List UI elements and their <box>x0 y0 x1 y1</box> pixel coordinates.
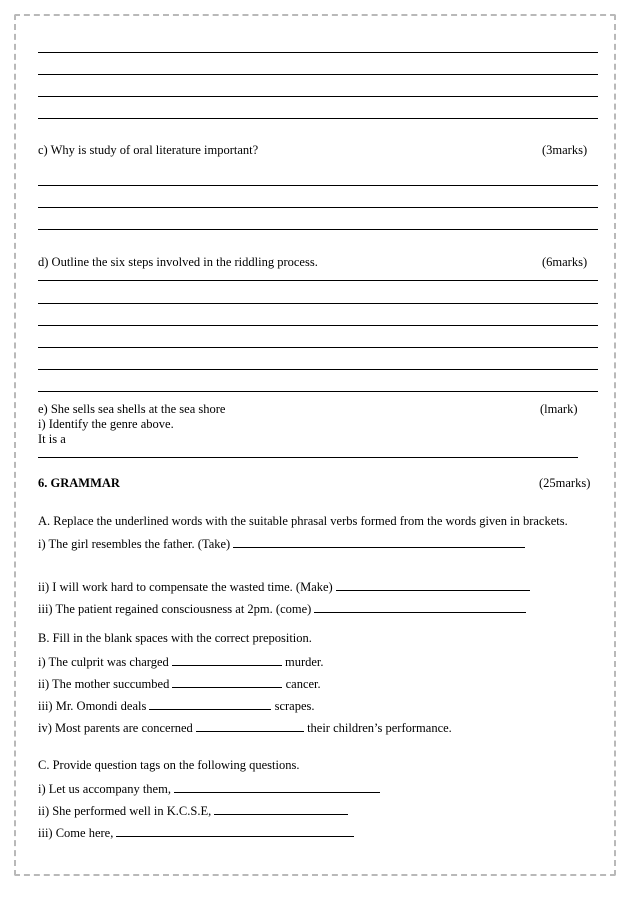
answer-line <box>38 303 598 304</box>
part-a-instruction: A. Replace the underlined words with the suitable phrasal verbs formed from the words given in brackets. <box>38 514 568 528</box>
answer-line <box>38 118 598 119</box>
answer-line <box>38 229 598 230</box>
answer-blank[interactable] <box>314 601 526 613</box>
answer-blank[interactable] <box>233 536 525 548</box>
part-b-item: i) The culprit was charged murder. <box>38 655 324 669</box>
answer-prefix: It is a <box>38 432 66 446</box>
part-c-item: ii) She performed well in K.C.S.E, <box>38 803 348 819</box>
part-a-item: iii) The patient regained consciousness at 2pm. (come) <box>38 601 526 617</box>
answer-line <box>38 96 598 97</box>
question-c: c) Why is study of oral literature important? <box>38 143 259 157</box>
part-b-item: ii) The mother succumbed cancer. <box>38 677 321 691</box>
question-e-marks: (lmark) <box>540 402 578 416</box>
part-c-item: iii) Come here, <box>38 825 354 841</box>
answer-line <box>38 391 598 392</box>
answer-blank[interactable] <box>172 654 282 666</box>
part-c-item: i) Let us accompany them, <box>38 781 380 797</box>
answer-blank[interactable] <box>116 825 354 837</box>
answer-blank[interactable] <box>172 676 282 688</box>
answer-line <box>38 280 598 281</box>
grammar-title: 6. GRAMMAR <box>38 476 120 490</box>
question-c-marks: (3marks) <box>542 143 588 157</box>
grammar-marks: (25marks) <box>539 476 591 490</box>
question-d-marks: (6marks) <box>542 255 588 269</box>
part-a-item: ii) I will work hard to compensate the wasted time. (Make) <box>38 579 530 595</box>
answer-line <box>38 457 578 458</box>
answer-blank[interactable] <box>174 781 380 793</box>
part-c-instruction: C. Provide question tags on the following questions. <box>38 758 300 772</box>
answer-blank[interactable] <box>149 698 271 710</box>
answer-line <box>38 347 598 348</box>
part-a-item: i) The girl resembles the father. (Take) <box>38 536 525 552</box>
answer-line <box>38 325 598 326</box>
part-b-instruction: B. Fill in the blank spaces with the correct preposition. <box>38 631 312 645</box>
part-b-item: iv) Most parents are concerned their children’s performance. <box>38 721 452 735</box>
answer-blank[interactable] <box>214 803 348 815</box>
answer-line <box>38 52 598 53</box>
question-e: e) She sells sea shells at the sea shore <box>38 402 226 416</box>
answer-line <box>38 207 598 208</box>
answer-blank[interactable] <box>196 720 304 732</box>
answer-line <box>38 185 598 186</box>
answer-line <box>38 74 598 75</box>
part-b-item: iii) Mr. Omondi deals scrapes. <box>38 699 315 713</box>
answer-line <box>38 369 598 370</box>
question-e-sub-i: i) Identify the genre above. <box>38 417 174 431</box>
question-d: d) Outline the six steps involved in the riddling process. <box>38 255 318 269</box>
answer-blank[interactable] <box>336 579 530 591</box>
